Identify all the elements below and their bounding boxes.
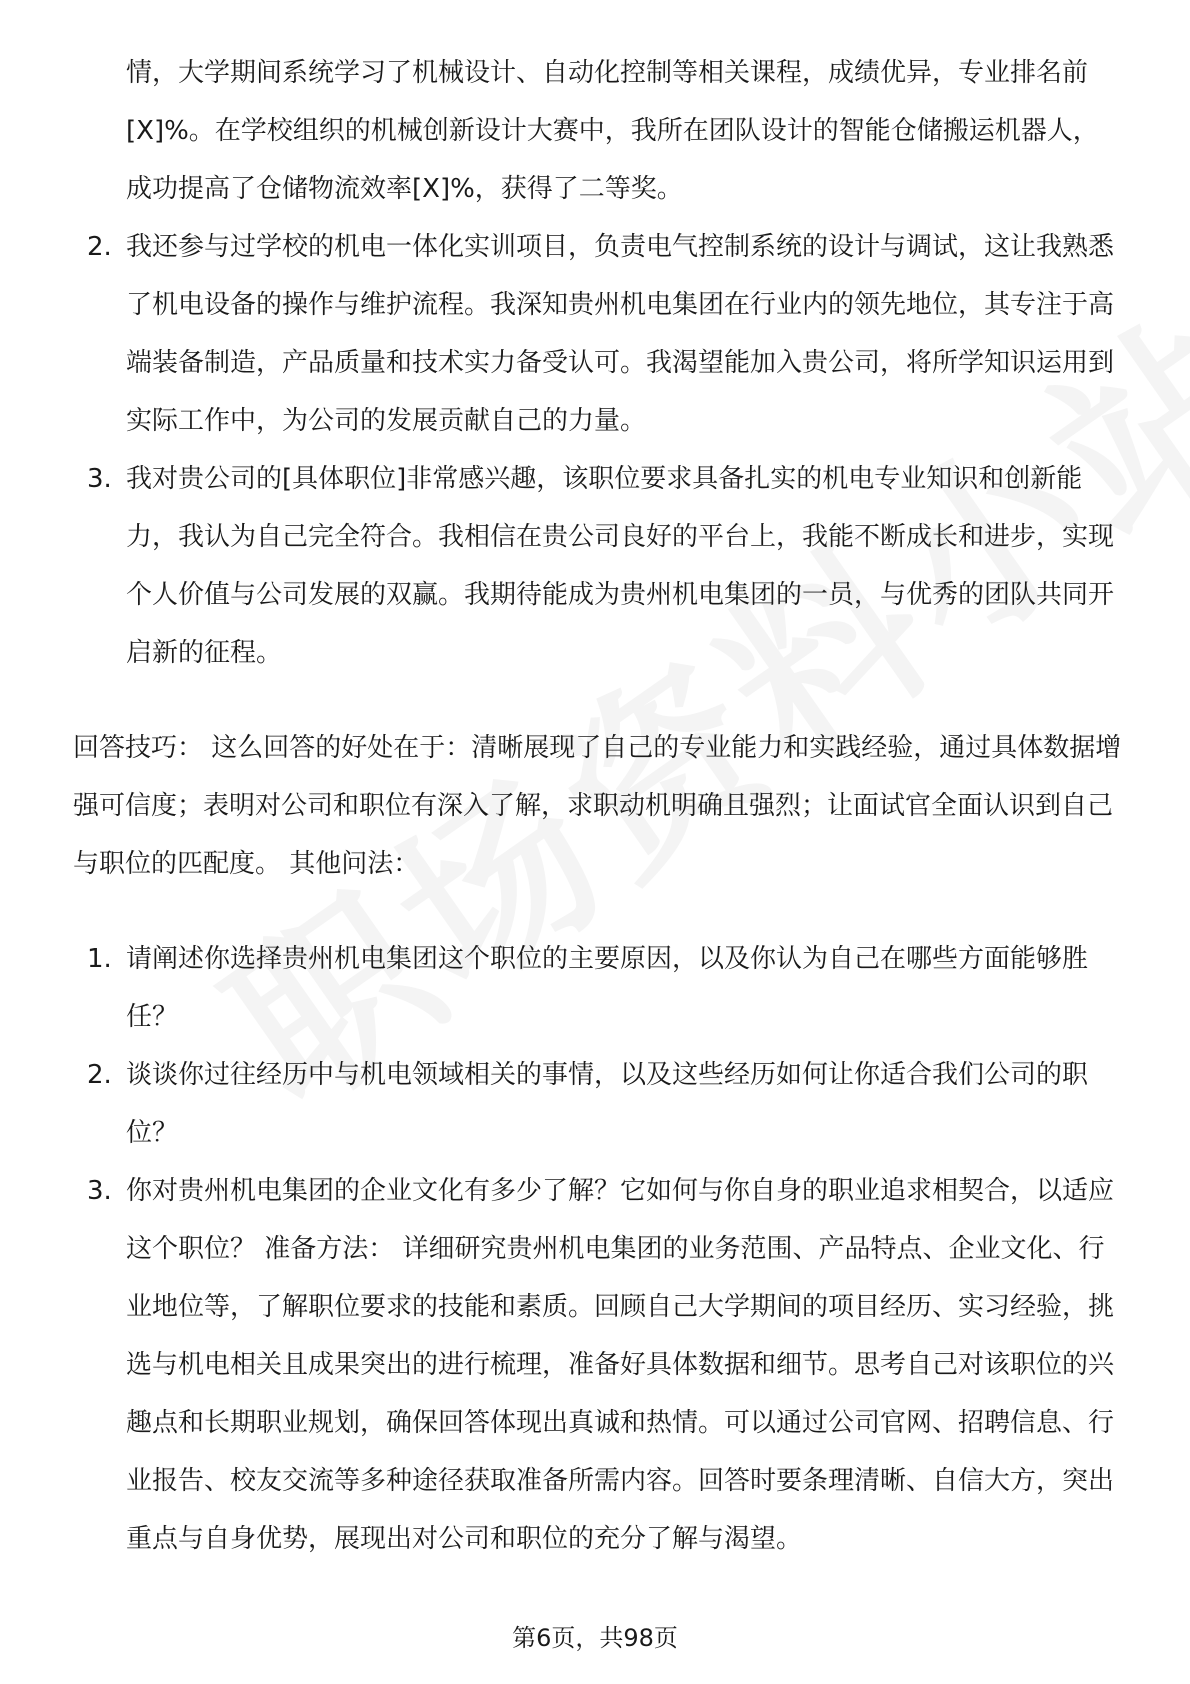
list-item (73, 1046, 1123, 1162)
list-number: 3. (87, 1176, 112, 1206)
list-item (73, 1162, 1123, 1568)
list-item (73, 450, 1123, 682)
list-item (73, 930, 1123, 1046)
list-item-text: 你对贵州机电集团的企业文化有多少了解？它如何与你自身的职业追求相契合，以适应这个职位？ 准备方法： 详细研究贵州机电集团的业务范围、产品特点、企业文化、行业地位等，了解职位要求的技能和素质。回顾自己大学期间的项目经历、实习经验，挑选与机电相关且成果突出的进行梳理，准备好具体数据和细节。思考自己对该职位的兴趣点和长期职业规划，确保回答体现出真诚和热情。可以通过公司官网、招聘信息、行业报告、校友交流等多种途径获取准备所需内容。回答时要条理清晰、自信大方，突出重点与自身优势，展现出对公司和职位的充分了解与渴望。 (126, 1176, 1115, 1554)
other-questions-list (73, 930, 1123, 1568)
list-number: 1. (87, 944, 112, 974)
page-footer: 第6页，共98页 (512, 1624, 678, 1652)
list-item-text: 我对贵公司的[具体职位]非常感兴趣，该职位要求具备扎实的机电专业知识和创新能力，我认为自己完全符合。我相信在贵公司良好的平台上，我能不断成长和进步，实现个人价值与公司发展的双赢。我期待能成为贵州机电集团的一员，与优秀的团队共同开启新的征程。 (126, 464, 1115, 668)
list-item-text: 我还参与过学校的机电一体化实训项目，负责电气控制系统的设计与调试，这让我熟悉了机电设备的操作与维护流程。我深知贵州机电集团在行业内的领先地位，其专注于高端装备制造，产品质量和技术实力备受认可。我渴望能加入贵公司，将所学知识运用到实际工作中，为公司的发展贡献自己的力量。 (126, 232, 1115, 436)
list-item-text: 谈谈你过往经历中与机电领域相关的事情，以及这些经历如何让你适合我们公司的职位？ (126, 1060, 1089, 1148)
list-item (73, 218, 1123, 450)
page-content (73, 44, 1123, 1568)
list-item-text: 请阐述你选择贵州机电集团这个职位的主要原因，以及你认为自己在哪些方面能够胜任？ (126, 944, 1089, 1032)
answer-list (73, 218, 1123, 682)
list-number: 3. (87, 464, 112, 494)
continued-paragraph: 情，大学期间系统学习了机械设计、自动化控制等相关课程，成绩优异，专业排名前[X]%。在学校组织的机械创新设计大赛中，我所在团队设计的智能仓储搬运机器人，成功提高了仓储物流效率[X]%，获得了二等奖。 (126, 58, 1099, 204)
list-number: 2. (87, 1060, 112, 1090)
list-number: 2. (87, 232, 112, 262)
answer-tips-paragraph: 回答技巧： 这么回答的好处在于：清晰展现了自己的专业能力和实践经验，通过具体数据增强可信度；表明对公司和职位有深入了解，求职动机明确且强烈；让面试官全面认识到自己与职位的匹配度。 其他问法： (73, 733, 1122, 879)
